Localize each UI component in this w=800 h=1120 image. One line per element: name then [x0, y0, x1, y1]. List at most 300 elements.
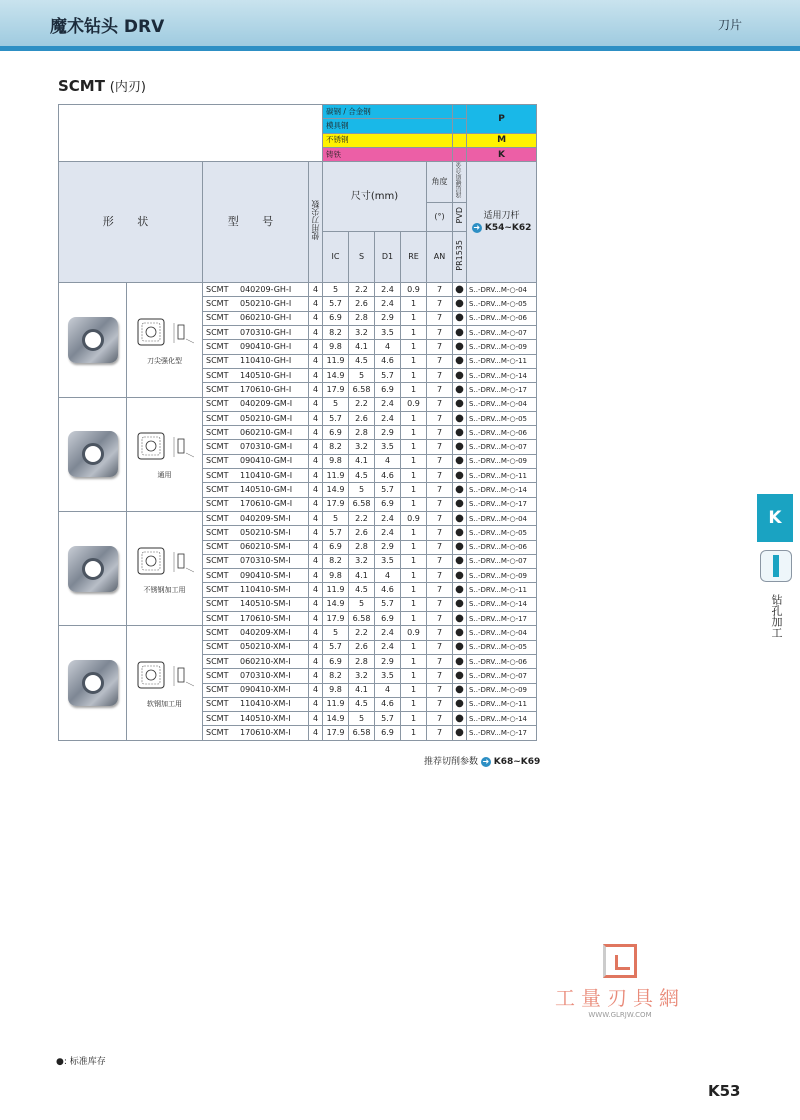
cell-edges: 4	[309, 526, 323, 540]
header-shape: 形 状	[59, 162, 203, 283]
cell-d1: 2.4	[375, 297, 401, 311]
model-cell	[203, 612, 309, 626]
stock-mark: ●	[453, 612, 467, 626]
holder-cell: S..-DRV...M-○-05	[467, 526, 537, 540]
cell-ic: 6.9	[323, 540, 349, 554]
cell-d1: 2.4	[375, 397, 401, 411]
cell-an: 7	[427, 469, 453, 483]
cell-d1: 2.4	[375, 511, 401, 525]
insert-photo	[59, 283, 127, 397]
material-cell	[453, 147, 467, 161]
material-cell	[453, 105, 467, 119]
model-cell	[203, 469, 309, 483]
cell-ic: 17.9	[323, 612, 349, 626]
stock-legend: ●: 标准库存	[56, 1057, 106, 1067]
insert-diagram-icon	[134, 427, 196, 467]
header-an: AN	[427, 232, 453, 283]
section-title-sub: (内刃)	[109, 80, 146, 95]
cell-edges: 4	[309, 440, 323, 454]
cell-d1: 2.9	[375, 426, 401, 440]
model-code: 140510-GH-I	[240, 370, 292, 380]
side-tab-k[interactable]: K	[757, 494, 793, 542]
model-series: SCMT	[206, 570, 229, 580]
cell-d1: 4	[375, 340, 401, 354]
model-cell	[203, 354, 309, 368]
holder-cell: S..-DRV...M-○-11	[467, 354, 537, 368]
cell-edges: 4	[309, 726, 323, 740]
model-cell	[203, 712, 309, 726]
model-code: 170610-XM-I	[240, 728, 291, 738]
cell-re: 1	[401, 554, 427, 568]
cell-an: 7	[427, 283, 453, 297]
stock-mark: ●	[453, 640, 467, 654]
cell-ic: 9.8	[323, 569, 349, 583]
model-code: 060210-SM-I	[240, 542, 291, 552]
cell-d1: 4	[375, 454, 401, 468]
cell-an: 7	[427, 712, 453, 726]
cell-edges: 4	[309, 497, 323, 511]
model-series: SCMT	[206, 627, 229, 637]
model-cell	[203, 283, 309, 297]
cell-re: 1	[401, 368, 427, 382]
model-cell	[203, 440, 309, 454]
cell-re: 1	[401, 440, 427, 454]
cell-edges: 4	[309, 283, 323, 297]
insert-type-caption: 软钢加工用	[147, 700, 182, 708]
cell-edges: 4	[309, 583, 323, 597]
cell-s: 5	[349, 483, 375, 497]
holder-cell: S..-DRV...M-○-07	[467, 326, 537, 340]
insert-diagram-icon	[134, 542, 196, 582]
model-series: SCMT	[206, 513, 229, 523]
stock-mark: ●	[453, 626, 467, 640]
model-code: 170610-GH-I	[240, 384, 292, 394]
cell-s: 6.58	[349, 383, 375, 397]
stock-mark: ●	[453, 340, 467, 354]
model-cell	[203, 454, 309, 468]
cell-s: 2.6	[349, 297, 375, 311]
cell-s: 2.8	[349, 426, 375, 440]
cell-ic: 8.2	[323, 326, 349, 340]
model-series: SCMT	[206, 642, 229, 652]
cell-d1: 2.4	[375, 283, 401, 297]
stock-mark: ●	[453, 597, 467, 611]
cell-s: 6.58	[349, 497, 375, 511]
material-row-die-steel: 模具钢	[323, 119, 453, 133]
model-cell	[203, 311, 309, 325]
arrow-right-icon: ➜	[473, 222, 481, 232]
holder-title: 适用刀杆	[483, 211, 520, 222]
model-series: SCMT	[206, 313, 229, 323]
cell-d1: 6.9	[375, 497, 401, 511]
holder-cell: S..-DRV...M-○-04	[467, 283, 537, 297]
cell-edges: 4	[309, 411, 323, 425]
model-cell	[203, 483, 309, 497]
insert-photo	[59, 397, 127, 511]
cell-s: 5	[349, 712, 375, 726]
table-row	[59, 397, 537, 411]
cell-an: 7	[427, 726, 453, 740]
doc-category: 刀片	[717, 18, 742, 32]
header-coating: PVD	[453, 203, 467, 232]
model-series: SCMT	[206, 456, 229, 466]
cell-re: 1	[401, 726, 427, 740]
cell-an: 7	[427, 626, 453, 640]
stock-mark: ●	[453, 383, 467, 397]
cell-re: 1	[401, 526, 427, 540]
cell-an: 7	[427, 526, 453, 540]
stock-mark: ●	[453, 669, 467, 683]
cell-re: 1	[401, 683, 427, 697]
cell-ic: 11.9	[323, 583, 349, 597]
cell-re: 1	[401, 469, 427, 483]
cell-s: 2.2	[349, 283, 375, 297]
cell-d1: 6.9	[375, 726, 401, 740]
cell-d1: 5.7	[375, 483, 401, 497]
material-row-stainless: 不锈钢	[323, 133, 453, 147]
cell-re: 1	[401, 383, 427, 397]
insert-image-icon	[68, 546, 118, 592]
holder-cell: S..-DRV...M-○-07	[467, 669, 537, 683]
cell-re: 0.9	[401, 283, 427, 297]
table-row	[59, 283, 537, 297]
model-cell	[203, 569, 309, 583]
cell-re: 1	[401, 597, 427, 611]
cell-d1: 3.5	[375, 669, 401, 683]
cell-edges: 4	[309, 683, 323, 697]
cell-s: 3.2	[349, 440, 375, 454]
recommend-ref: K68~K69	[493, 757, 541, 767]
holder-cell: S..-DRV...M-○-07	[467, 554, 537, 568]
insert-image-icon	[68, 317, 118, 363]
insert-photo	[59, 626, 127, 740]
cell-re: 1	[401, 426, 427, 440]
cell-an: 7	[427, 454, 453, 468]
recommended-params-link[interactable]	[424, 754, 540, 767]
cell-an: 7	[427, 669, 453, 683]
cell-an: 7	[427, 368, 453, 382]
cell-re: 1	[401, 540, 427, 554]
cell-s: 4.5	[349, 583, 375, 597]
stock-mark: ●	[453, 683, 467, 697]
cell-re: 1	[401, 326, 427, 340]
table-row	[59, 626, 537, 640]
cell-ic: 5.7	[323, 526, 349, 540]
cell-ic: 9.8	[323, 683, 349, 697]
insert-image-icon	[68, 660, 118, 706]
cell-an: 7	[427, 411, 453, 425]
model-code: 090410-GH-I	[240, 342, 292, 352]
holder-cell: S..-DRV...M-○-06	[467, 654, 537, 668]
cell-re: 1	[401, 311, 427, 325]
drill-icon	[760, 550, 792, 582]
side-tab-label: 钻孔加工	[770, 594, 783, 638]
cell-re: 1	[401, 654, 427, 668]
section-title	[58, 76, 146, 95]
model-series: SCMT	[206, 327, 229, 337]
model-code: 170610-GM-I	[240, 499, 293, 509]
section-title-main: SCMT	[58, 77, 105, 95]
model-code: 050210-XM-I	[240, 642, 291, 652]
cell-d1: 4	[375, 569, 401, 583]
cell-d1: 2.9	[375, 654, 401, 668]
header-grade: PR1535	[453, 232, 467, 283]
stock-mark: ●	[453, 726, 467, 740]
cell-d1: 4.6	[375, 469, 401, 483]
cell-d1: 2.4	[375, 411, 401, 425]
cell-s: 4.1	[349, 683, 375, 697]
cell-an: 7	[427, 612, 453, 626]
cell-re: 1	[401, 497, 427, 511]
stock-mark: ●	[453, 354, 467, 368]
model-code: 050210-GH-I	[240, 299, 292, 309]
model-series: SCMT	[206, 384, 229, 394]
cell-s: 4.5	[349, 697, 375, 711]
holder-cell: S..-DRV...M-○-17	[467, 383, 537, 397]
stock-mark: ●	[453, 483, 467, 497]
cell-edges: 4	[309, 326, 323, 340]
cell-an: 7	[427, 326, 453, 340]
stock-mark: ●	[453, 540, 467, 554]
cell-edges: 4	[309, 597, 323, 611]
cell-s: 2.2	[349, 397, 375, 411]
watermark-logo-icon	[603, 944, 637, 978]
cell-s: 2.6	[349, 526, 375, 540]
cell-ic: 6.9	[323, 654, 349, 668]
model-code: 110410-GH-I	[240, 356, 292, 366]
cell-s: 6.58	[349, 726, 375, 740]
holder-cell: S..-DRV...M-○-05	[467, 297, 537, 311]
cell-ic: 5	[323, 283, 349, 297]
insert-diagram-icon	[134, 656, 196, 696]
cell-an: 7	[427, 354, 453, 368]
cell-an: 7	[427, 483, 453, 497]
cell-d1: 2.4	[375, 526, 401, 540]
model-code: 090410-XM-I	[240, 685, 291, 695]
cell-an: 7	[427, 426, 453, 440]
cell-edges: 4	[309, 454, 323, 468]
holder-cell: S..-DRV...M-○-11	[467, 583, 537, 597]
cell-ic: 5.7	[323, 297, 349, 311]
model-code: 090410-SM-I	[240, 570, 291, 580]
cell-ic: 5	[323, 626, 349, 640]
cell-s: 2.2	[349, 511, 375, 525]
model-series: SCMT	[206, 670, 229, 680]
cell-re: 1	[401, 454, 427, 468]
holder-cell: S..-DRV...M-○-06	[467, 311, 537, 325]
holder-cell: S..-DRV...M-○-11	[467, 469, 537, 483]
cell-d1: 3.5	[375, 326, 401, 340]
model-series: SCMT	[206, 585, 229, 595]
blank-corner	[59, 105, 323, 162]
stock-mark: ●	[453, 426, 467, 440]
model-cell	[203, 697, 309, 711]
header-edges: 使用刀尖数	[309, 162, 323, 283]
cell-ic: 14.9	[323, 483, 349, 497]
insert-drawing	[127, 511, 203, 625]
model-code: 050210-SM-I	[240, 527, 291, 537]
stock-mark: ●	[453, 397, 467, 411]
header-coating-small: 涂层硬质合金	[453, 162, 467, 203]
holder-cell: S..-DRV...M-○-04	[467, 511, 537, 525]
cell-edges: 4	[309, 654, 323, 668]
model-cell	[203, 654, 309, 668]
model-cell	[203, 297, 309, 311]
holder-cell: S..-DRV...M-○-17	[467, 497, 537, 511]
cell-ic: 8.2	[323, 669, 349, 683]
stock-mark: ●	[453, 526, 467, 540]
model-cell	[203, 326, 309, 340]
header-re: RE	[401, 232, 427, 283]
cell-edges: 4	[309, 311, 323, 325]
material-cell	[453, 119, 467, 133]
cell-d1: 5.7	[375, 712, 401, 726]
cell-s: 4.1	[349, 454, 375, 468]
model-series: SCMT	[206, 356, 229, 366]
cell-s: 2.6	[349, 640, 375, 654]
doc-title: 魔术钻头 DRV	[50, 17, 165, 37]
model-code: 040209-SM-I	[240, 513, 291, 523]
model-code: 070310-SM-I	[240, 556, 291, 566]
model-series: SCMT	[206, 484, 229, 494]
model-series: SCMT	[206, 656, 229, 666]
model-code: 140510-SM-I	[240, 599, 291, 609]
cell-d1: 6.9	[375, 383, 401, 397]
cell-re: 1	[401, 712, 427, 726]
watermark	[540, 944, 700, 1019]
cell-d1: 3.5	[375, 554, 401, 568]
model-series: SCMT	[206, 342, 229, 352]
cell-an: 7	[427, 697, 453, 711]
cell-ic: 17.9	[323, 383, 349, 397]
cell-s: 2.8	[349, 540, 375, 554]
model-code: 070310-GH-I	[240, 327, 292, 337]
holder-ref-link[interactable]: ➜ K54~K62	[473, 222, 532, 234]
model-cell	[203, 397, 309, 411]
holder-cell: S..-DRV...M-○-17	[467, 726, 537, 740]
holder-cell: S..-DRV...M-○-09	[467, 569, 537, 583]
cell-s: 5	[349, 368, 375, 382]
stock-mark: ●	[453, 697, 467, 711]
holder-cell: S..-DRV...M-○-07	[467, 440, 537, 454]
header-model: 型 号	[203, 162, 309, 283]
cell-edges: 4	[309, 554, 323, 568]
stock-mark: ●	[453, 368, 467, 382]
model-code: 060210-GH-I	[240, 313, 292, 323]
material-row-cast-iron: 铸铁	[323, 147, 453, 161]
model-cell	[203, 640, 309, 654]
holder-cell: S..-DRV...M-○-14	[467, 368, 537, 382]
cell-s: 4.1	[349, 340, 375, 354]
model-series: SCMT	[206, 470, 229, 480]
cell-edges: 4	[309, 569, 323, 583]
cell-ic: 5	[323, 511, 349, 525]
cell-edges: 4	[309, 511, 323, 525]
stock-mark: ●	[453, 511, 467, 525]
model-series: SCMT	[206, 699, 229, 709]
cell-an: 7	[427, 397, 453, 411]
cell-edges: 4	[309, 354, 323, 368]
cell-s: 4.5	[349, 354, 375, 368]
insert-type-caption: 不锈钢加工用	[143, 585, 186, 594]
model-series: SCMT	[206, 556, 229, 566]
header-angle: 角度	[427, 162, 453, 203]
cell-re: 1	[401, 640, 427, 654]
model-cell	[203, 526, 309, 540]
cell-ic: 17.9	[323, 726, 349, 740]
holder-cell: S..-DRV...M-○-06	[467, 426, 537, 440]
cell-edges: 4	[309, 626, 323, 640]
stock-mark: ●	[453, 654, 467, 668]
cell-s: 3.2	[349, 326, 375, 340]
model-series: SCMT	[206, 613, 229, 623]
cell-an: 7	[427, 311, 453, 325]
model-series: SCMT	[206, 527, 229, 537]
model-series: SCMT	[206, 713, 229, 723]
cell-s: 4.1	[349, 569, 375, 583]
model-code: 140510-XM-I	[240, 713, 291, 723]
insert-type-caption: 刀尖强化型	[147, 356, 182, 365]
cell-d1: 5.7	[375, 368, 401, 382]
model-series: SCMT	[206, 413, 229, 423]
cell-re: 0.9	[401, 626, 427, 640]
model-code: 040209-XM-I	[240, 627, 291, 637]
cell-edges: 4	[309, 669, 323, 683]
stock-mark: ●	[453, 311, 467, 325]
material-class-p: P	[467, 105, 537, 134]
cell-ic: 14.9	[323, 712, 349, 726]
model-code: 090410-GM-I	[240, 456, 293, 466]
material-class-m: M	[467, 133, 537, 147]
cell-edges: 4	[309, 426, 323, 440]
stock-mark: ●	[453, 440, 467, 454]
cell-an: 7	[427, 383, 453, 397]
header-angle-unit: (°)	[427, 203, 453, 232]
cell-ic: 11.9	[323, 469, 349, 483]
cell-re: 1	[401, 697, 427, 711]
model-cell	[203, 411, 309, 425]
arrow-right-icon: ➜	[482, 756, 490, 766]
cell-s: 2.8	[349, 654, 375, 668]
cell-s: 2.6	[349, 411, 375, 425]
holder-cell: S..-DRV...M-○-14	[467, 597, 537, 611]
cell-edges: 4	[309, 368, 323, 382]
cell-an: 7	[427, 297, 453, 311]
cell-edges: 4	[309, 469, 323, 483]
cell-ic: 5.7	[323, 640, 349, 654]
watermark-text: 工量刃具網	[555, 986, 685, 1010]
cell-d1: 4	[375, 683, 401, 697]
model-cell	[203, 540, 309, 554]
holder-cell: S..-DRV...M-○-17	[467, 612, 537, 626]
stock-mark: ●	[453, 283, 467, 297]
model-series: SCMT	[206, 442, 229, 452]
cell-re: 0.9	[401, 511, 427, 525]
model-cell	[203, 426, 309, 440]
cell-re: 1	[401, 583, 427, 597]
cell-an: 7	[427, 511, 453, 525]
cell-re: 0.9	[401, 397, 427, 411]
cell-d1: 2.4	[375, 640, 401, 654]
cell-an: 7	[427, 569, 453, 583]
cell-d1: 4.6	[375, 697, 401, 711]
model-series: SCMT	[206, 685, 229, 695]
cell-edges: 4	[309, 712, 323, 726]
cell-s: 4.5	[349, 469, 375, 483]
stock-mark: ●	[453, 569, 467, 583]
cell-edges: 4	[309, 640, 323, 654]
model-code: 060210-GM-I	[240, 427, 293, 437]
